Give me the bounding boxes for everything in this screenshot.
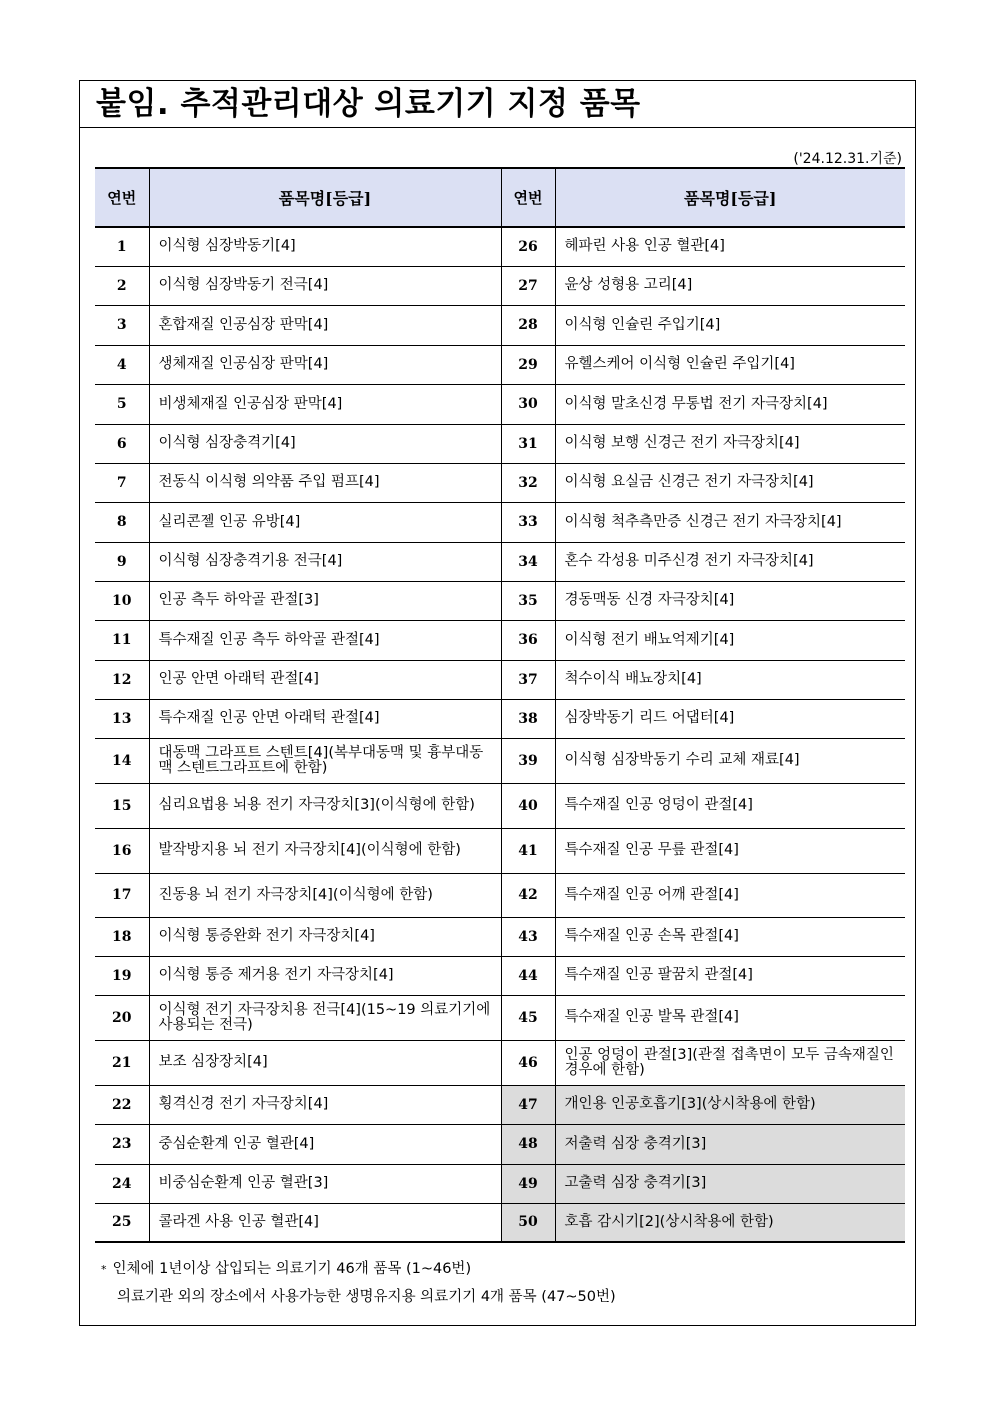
item-number-left: 15 xyxy=(95,783,149,828)
item-name-left: 실리콘젤 인공 유방[4] xyxy=(149,502,501,542)
table-row xyxy=(95,620,905,660)
item-name-right: 특수재질 인공 팔꿈치 관절[4] xyxy=(555,956,905,995)
item-name-right: 호흡 감시기[2](상시착용에 한함) xyxy=(555,1203,905,1242)
table-row xyxy=(95,917,905,956)
item-name-right: 척수이식 배뇨장치[4] xyxy=(555,660,905,699)
item-name-left: 이식형 통증완화 전기 자극장치[4] xyxy=(149,917,501,956)
item-number-right: 32 xyxy=(501,463,555,502)
item-number-right: 45 xyxy=(501,995,555,1040)
item-number-left: 22 xyxy=(95,1085,149,1124)
item-name-left: 인공 측두 하악골 관절[3] xyxy=(149,581,501,620)
item-number-left: 25 xyxy=(95,1203,149,1242)
item-number-right: 26 xyxy=(501,227,555,266)
item-number-right: 44 xyxy=(501,956,555,995)
item-name-right: 인공 엉덩이 관절[3](관절 접촉면이 모두 금속재질인 경우에 한함) xyxy=(555,1040,905,1085)
item-number-left: 16 xyxy=(95,828,149,873)
item-number-right: 39 xyxy=(501,738,555,783)
table-row xyxy=(95,828,905,873)
table-row xyxy=(95,873,905,917)
item-name-left: 혼합재질 인공심장 판막[4] xyxy=(149,305,501,345)
item-name-left: 특수재질 인공 안면 아래턱 관절[4] xyxy=(149,699,501,738)
item-number-left: 11 xyxy=(95,620,149,660)
item-name-right: 경동맥동 신경 자극장치[4] xyxy=(555,581,905,620)
item-name-left: 보조 심장장치[4] xyxy=(149,1040,501,1085)
device-table xyxy=(95,167,905,1243)
table-row xyxy=(95,699,905,738)
item-name-left: 비중심순환계 인공 혈관[3] xyxy=(149,1164,501,1203)
item-name-left: 특수재질 인공 측두 하악골 관절[4] xyxy=(149,620,501,660)
item-name-right: 특수재질 인공 발목 관절[4] xyxy=(555,995,905,1040)
item-number-left: 21 xyxy=(95,1040,149,1085)
item-number-right: 42 xyxy=(501,873,555,917)
item-name-right: 이식형 척추측만증 신경근 전기 자극장치[4] xyxy=(555,502,905,542)
table-row xyxy=(95,227,905,266)
item-number-right: 40 xyxy=(501,783,555,828)
footnote-line-2: 의료기관 외의 장소에서 사용가능한 생명유지용 의료기기 4개 품목 (47~50번) xyxy=(117,1289,616,1305)
table-row xyxy=(95,1085,905,1124)
item-number-left: 18 xyxy=(95,917,149,956)
item-number-left: 5 xyxy=(95,384,149,424)
item-number-left: 4 xyxy=(95,345,149,384)
table-row xyxy=(95,266,905,305)
item-number-left: 24 xyxy=(95,1164,149,1203)
item-name-left: 심리요법용 뇌용 전기 자극장치[3](이식형에 한함) xyxy=(149,783,501,828)
item-name-right: 특수재질 인공 무릎 관절[4] xyxy=(555,828,905,873)
item-name-right: 혼수 각성용 미주신경 전기 자극장치[4] xyxy=(555,542,905,581)
title-divider xyxy=(79,127,916,128)
table-row xyxy=(95,384,905,424)
item-number-left: 12 xyxy=(95,660,149,699)
item-name-left: 전동식 이식형 의약품 주입 펌프[4] xyxy=(149,463,501,502)
item-name-left: 발작방지용 뇌 전기 자극장치[4](이식형에 한함) xyxy=(149,828,501,873)
footnote-text-1: 인체에 1년이상 삽입되는 의료기기 46개 품목 (1~46번) xyxy=(112,1261,472,1277)
item-number-right: 43 xyxy=(501,917,555,956)
item-name-right: 이식형 전기 배뇨억제기[4] xyxy=(555,620,905,660)
item-number-right: 35 xyxy=(501,581,555,620)
item-name-left: 비생체재질 인공심장 판막[4] xyxy=(149,384,501,424)
item-number-right: 30 xyxy=(501,384,555,424)
item-number-left: 2 xyxy=(95,266,149,305)
footnote-star: * xyxy=(101,1263,107,1276)
table-body xyxy=(95,227,905,1242)
item-name-right: 이식형 심장박동기 수리 교체 재료[4] xyxy=(555,738,905,783)
header-num-left: 연번 xyxy=(95,168,149,227)
item-name-left: 이식형 심장충격기[4] xyxy=(149,424,501,463)
table-row xyxy=(95,956,905,995)
item-name-left: 생체재질 인공심장 판막[4] xyxy=(149,345,501,384)
item-name-right: 특수재질 인공 어깨 관절[4] xyxy=(555,873,905,917)
item-number-left: 20 xyxy=(95,995,149,1040)
item-name-right: 저출력 심장 충격기[3] xyxy=(555,1124,905,1164)
item-number-right: 31 xyxy=(501,424,555,463)
item-number-right: 27 xyxy=(501,266,555,305)
table-row xyxy=(95,1203,905,1242)
item-name-right: 윤상 성형용 고리[4] xyxy=(555,266,905,305)
page-title: 붙임. 추적관리대상 의료기기 지정 품목 xyxy=(96,86,641,122)
item-number-right: 48 xyxy=(501,1124,555,1164)
table-row xyxy=(95,305,905,345)
item-number-left: 17 xyxy=(95,873,149,917)
item-number-left: 10 xyxy=(95,581,149,620)
table-header-row xyxy=(95,168,905,227)
item-name-right: 고출력 심장 충격기[3] xyxy=(555,1164,905,1203)
item-name-left: 이식형 심장충격기용 전극[4] xyxy=(149,542,501,581)
item-name-left: 콜라겐 사용 인공 혈관[4] xyxy=(149,1203,501,1242)
table-row xyxy=(95,738,905,783)
item-number-right: 50 xyxy=(501,1203,555,1242)
header-name-right: 품목명[등급] xyxy=(555,168,905,227)
table-row xyxy=(95,424,905,463)
table-row xyxy=(95,783,905,828)
item-number-right: 47 xyxy=(501,1085,555,1124)
item-number-right: 33 xyxy=(501,502,555,542)
item-name-left: 대동맥 그라프트 스텐트[4](복부대동맥 및 흉부대동맥 스텐트그라프트에 한함) xyxy=(149,738,501,783)
item-number-right: 29 xyxy=(501,345,555,384)
table-row xyxy=(95,1164,905,1203)
item-number-left: 14 xyxy=(95,738,149,783)
item-name-right: 개인용 인공호흡기[3](상시착용에 한함) xyxy=(555,1085,905,1124)
item-number-right: 38 xyxy=(501,699,555,738)
item-name-left: 이식형 전기 자극장치용 전극[4](15~19 의료기기에 사용되는 전극) xyxy=(149,995,501,1040)
item-number-left: 23 xyxy=(95,1124,149,1164)
item-number-left: 1 xyxy=(95,227,149,266)
item-number-right: 41 xyxy=(501,828,555,873)
item-name-left: 이식형 통증 제거용 전기 자극장치[4] xyxy=(149,956,501,995)
table-row xyxy=(95,581,905,620)
item-number-right: 46 xyxy=(501,1040,555,1085)
item-number-right: 28 xyxy=(501,305,555,345)
item-name-right: 특수재질 인공 엉덩이 관절[4] xyxy=(555,783,905,828)
item-number-right: 34 xyxy=(501,542,555,581)
item-name-right: 이식형 요실금 신경근 전기 자극장치[4] xyxy=(555,463,905,502)
footnote-line-1 xyxy=(101,1257,471,1278)
item-name-right: 심장박동기 리드 어댑터[4] xyxy=(555,699,905,738)
item-name-right: 유헬스케어 이식형 인슐린 주입기[4] xyxy=(555,345,905,384)
item-name-right: 헤파린 사용 인공 혈관[4] xyxy=(555,227,905,266)
table-row xyxy=(95,1040,905,1085)
item-name-right: 이식형 인슐린 주입기[4] xyxy=(555,305,905,345)
table-row xyxy=(95,542,905,581)
item-number-left: 8 xyxy=(95,502,149,542)
item-number-left: 7 xyxy=(95,463,149,502)
item-name-left: 진동용 뇌 전기 자극장치[4](이식형에 한함) xyxy=(149,873,501,917)
item-name-left: 중심순환계 인공 혈관[4] xyxy=(149,1124,501,1164)
table-row xyxy=(95,345,905,384)
item-number-right: 49 xyxy=(501,1164,555,1203)
item-number-left: 6 xyxy=(95,424,149,463)
item-number-left: 9 xyxy=(95,542,149,581)
item-name-left: 이식형 심장박동기 전극[4] xyxy=(149,266,501,305)
item-name-right: 이식형 보행 신경근 전기 자극장치[4] xyxy=(555,424,905,463)
item-number-right: 37 xyxy=(501,660,555,699)
header-name-left: 품목명[등급] xyxy=(149,168,501,227)
item-name-right: 특수재질 인공 손목 관절[4] xyxy=(555,917,905,956)
item-name-right: 이식형 말초신경 무통법 전기 자극장치[4] xyxy=(555,384,905,424)
item-number-right: 36 xyxy=(501,620,555,660)
table-row xyxy=(95,463,905,502)
header-num-right: 연번 xyxy=(501,168,555,227)
item-number-left: 19 xyxy=(95,956,149,995)
item-name-left: 이식형 심장박동기[4] xyxy=(149,227,501,266)
as-of-date: ('24.12.31.기준) xyxy=(793,151,902,167)
item-number-left: 13 xyxy=(95,699,149,738)
item-name-left: 횡격신경 전기 자극장치[4] xyxy=(149,1085,501,1124)
item-number-left: 3 xyxy=(95,305,149,345)
table-row xyxy=(95,1124,905,1164)
item-name-left: 인공 안면 아래턱 관절[4] xyxy=(149,660,501,699)
table-row xyxy=(95,995,905,1040)
table-row xyxy=(95,502,905,542)
table-row xyxy=(95,660,905,699)
